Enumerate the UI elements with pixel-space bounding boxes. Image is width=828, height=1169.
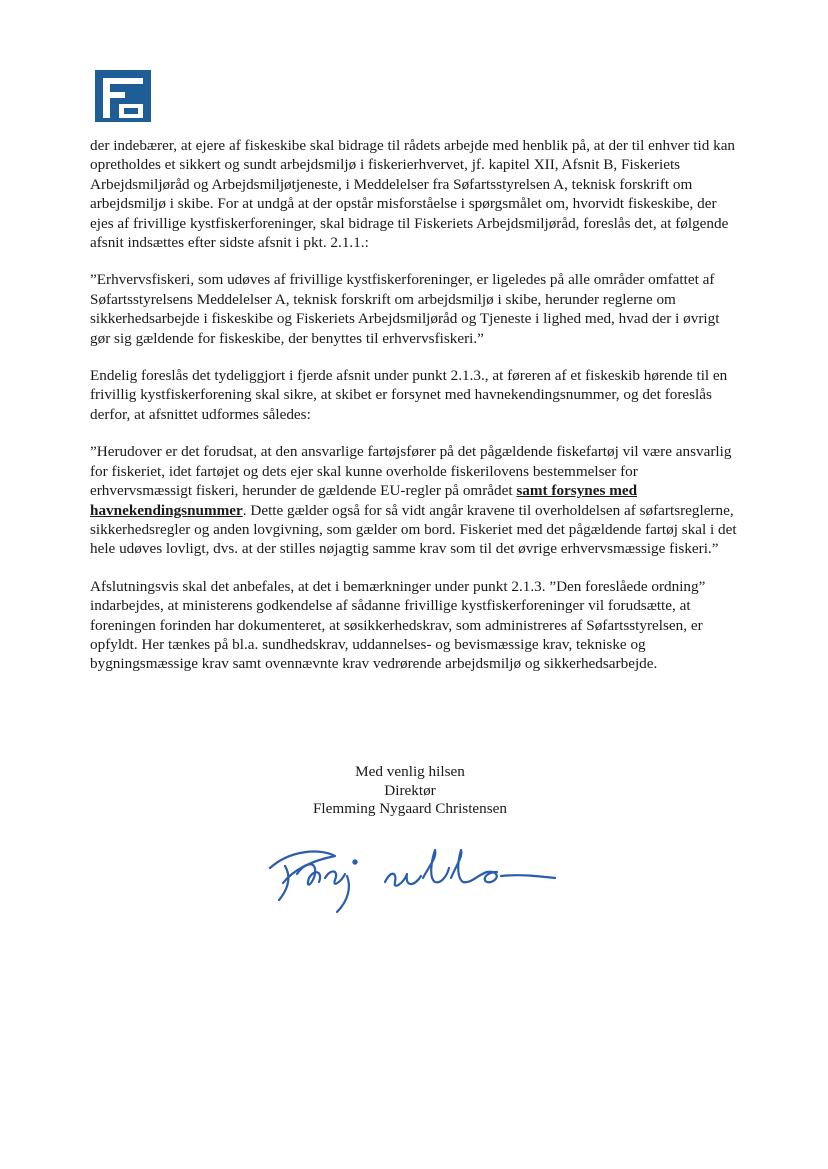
paragraph-4-text-before: ”Herudover er det forudsat, at den ansvarlige fartøjsfører på det pågældende fiskefartøj vil være ansvarlig for fiskeriet, idet fartøjet og dets ejer skal kunne overholde fiskerilovens bestemmelser for erhvervsmæssigt fiskeri, herunder de gældende EU-regler på området <box>90 443 732 500</box>
fa-logo-icon <box>95 70 151 122</box>
paragraph-5: Afslutningsvis skal det anbefales, at det i bemærkninger under punkt 2.1.3. ”Den foreslåede ordning” indarbejdes, at ministerens godkendelse af sådanne frivillige kystfiskerforeninger vil forudsætte, at foreningen forinden har dokumenteret, at søsikkerhedskrav, som administreres af Søfartsstyrelsen, er opfyldt. Her tænkes på bl.a. sundhedskrav, uddannelses- og bevismæssige krav, tekniske og bygningsmæssige krav samt ovennævnte krav vedrørende arbejdsmiljø og sikkerhedsarbejde. <box>90 577 706 673</box>
paragraph-4-emphasis: samt forsynes med havnekendingsnummer <box>90 482 638 519</box>
closing-title: Direktør <box>384 781 436 799</box>
paragraph-4-text-after: . Dette gælder også for så vidt angår kravene til overholdelsen af søfartsreglerne, sikkerhedsregler og anden lovgivning, som gælder om bord. Fiskeriet med det pågældende fartøj skal i det hele udøves lovligt, dvs. at der stilles nøjagtig samme krav som til det øvrige erhvervsmæssige fiskeri.” <box>90 501 737 558</box>
letter-body <box>90 136 740 692</box>
paragraph-3: Endelig foreslås det tydeliggjort i fjerde afsnit under punkt 2.1.3., at føreren af et fiskeskib hørende til en frivillig kystfiskerforening skal sikre, at skibet er forsynet med havnekendingsnummer, og det foreslås derfor, at afsnittet udformes således: <box>90 367 728 423</box>
closing-greeting: Med venlig hilsen <box>355 763 465 780</box>
closing-name: Flemming Nygaard Christensen <box>312 800 508 817</box>
paragraph-2-quote: ”Erhvervsfiskeri, som udøves af frivillige kystfiskerforeninger, er ligeledes på alle områder omfattet af Søfartsstyrelsens Meddelelser A, teknisk forskrift om arbejdsmiljø i skibe, herunder reglerne om sikkerhedsarbejde i fiskeskibe og Fiskeriets Arbejdsmiljøråd og Tjeneste i lighed med, hvad der i øvrigt gør sig gældende for fiskeskibe, der benyttes til erhvervsfiskeri.” <box>90 271 720 347</box>
signature-icon <box>265 838 565 916</box>
paragraph-4-quote <box>90 442 740 558</box>
closing-block <box>300 763 520 819</box>
paragraph-1: der indebærer, at ejere af fiskeskibe skal bidrage til rådets arbejde med henblik på, at der til enhver tid kan opretholdes et sikkert og sundt arbejdsmiljø i fiskerierhvervet, jf. kapitel XII, Afsnit B, Fiskeriets Arbejdsmiljøråd og Arbejdsmiljøtjeneste, i Meddelelser fra Søfartsstyrelsen A, teknisk forskrift om arbejdsmiljø i skibe. For at undgå at der opstår misforståelse i spørgsmålet om, hvorvidt fiskeskibe, der ejes af frivillige kystfiskerforeninger, skal bidrage til Fiskeriets Arbejdsmiljøråd, foreslås det, at følgende afsnit indsættes efter sidste afsnit i pkt. 2.1.1.: <box>90 137 736 252</box>
